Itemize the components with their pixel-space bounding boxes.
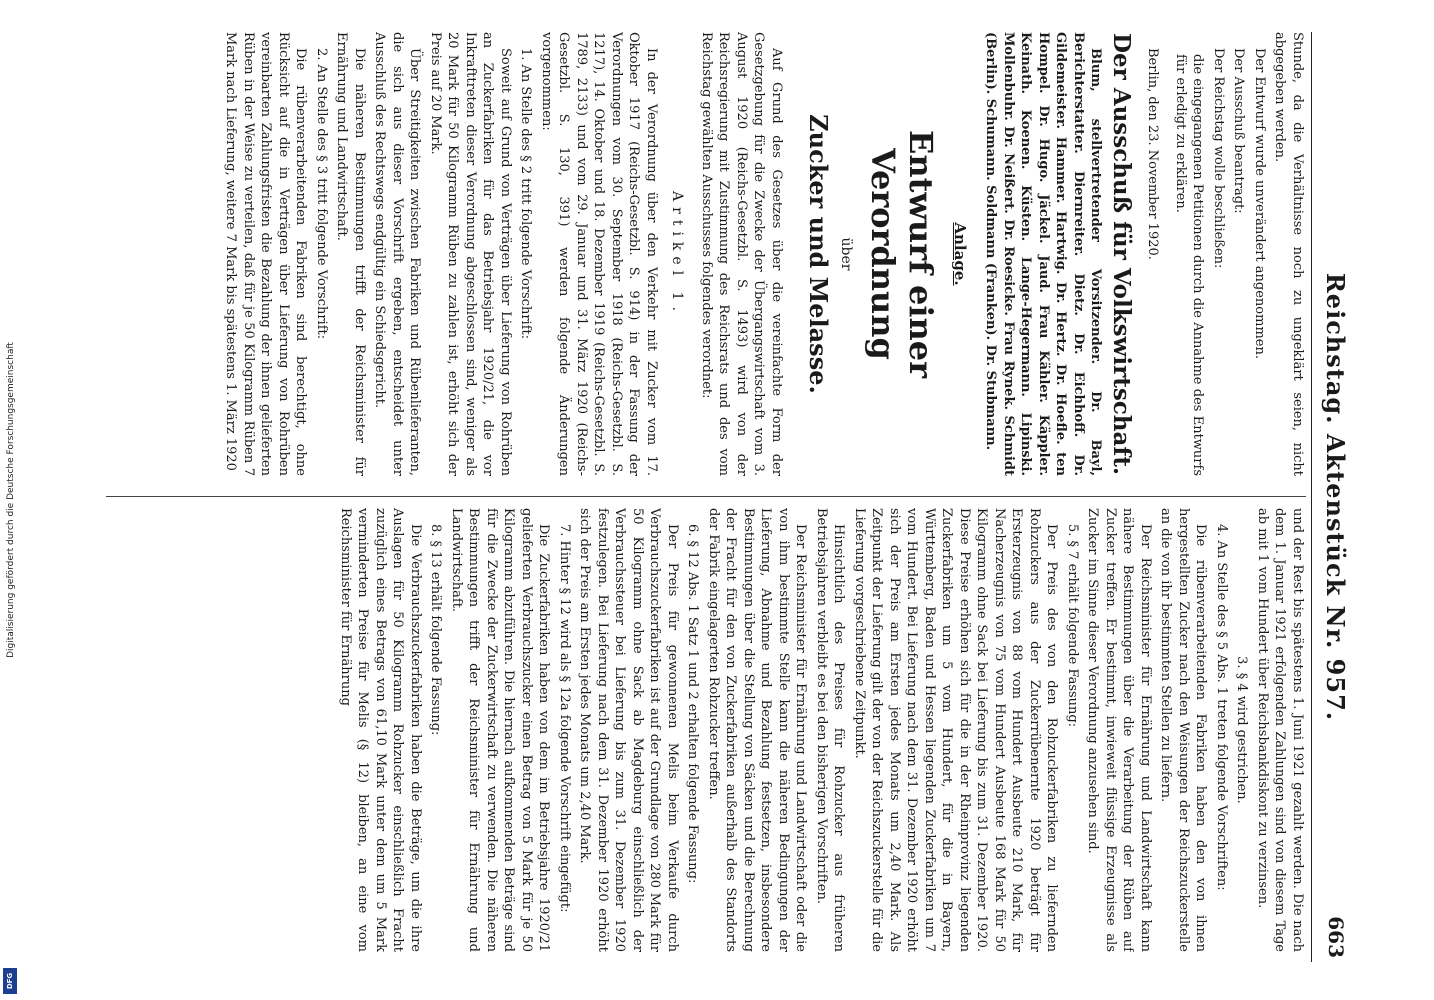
paragraph: die eingegangenen Petitionen durch die Annahme des Entwurfs für erledigt zu erklären. [1173,54,1206,476]
paragraph: 1. An Stelle des § 2 tritt folgende Vorschrift: [518,48,534,340]
column-divider [106,496,1306,497]
annex-heading: Anlage. [951,222,969,286]
right-column [101,508,1306,952]
paragraph: 4. An Stelle des § 5 Abs. 1 treten folgende Vorschriften: [1214,524,1229,891]
paragraph: Soweit auf Grund von Verträgen über Lieferung von Rohrüben an Zuckerfabriken für das Betriebsjahr 1920/21, die vor Inkrafttreten dieser Verordnung abgeschlossen sind, weniger als 20 Mark für 50 Kilogramm Rüben zu zahlen ist, erhöht sich der Preis auf 20 Mark. [428,32,513,476]
committee-members: Blum, stellvertretender Vorsitzender. Dr. Bayl, Berichterstatter. Diernreiter. Dietz. Dr. Eichhoff. Dr. Gildemeister. Hammer. Hartwig. Dr. Hertz. Dr. Hoefle. ten Hompel. Dr. Hugo. Jäckel. Jaud. Frau Kähler. Käppler. Keinath. Koenen. Küsten. Lange-Hegermann. Lipinski. Mollenbuhr. Dr. Neißert. Dr. Roesicke. Frau Rynek. Schmidt (Berlin). Schumann. Soldmann (Franken). Dr. Stubmann. [983,32,1104,476]
paragraph: Der Reichstag wolle beschließen: [1211,48,1226,269]
paragraph: Hinsichtlich des Preises für Rohzucker aus früheren Betriebsjahren verbleibt es bei den bisherigen Vorschriften. [814,508,847,952]
paragraph: Der Ausschuß beantragt: [1231,48,1247,214]
paragraph: Der Reichsminister für Ernährung und Landwirtschaft oder die von ihm bestimmte Stelle kann die näheren Bedingungen der Lieferung, Abnahme und Bezahlung festsetzen, insbesondere Bestimmungen über die Stellung von Säcken und die Berechnung der Fracht für den von Zuckerfabriken außerhalb des Standorts der Fabrik eingelagerten Rohzucker treffen. [706,508,809,952]
paragraph: Der Entwurf wurde unverändert angenommen. [1252,48,1267,359]
paragraph: 8. § 13 erhält folgende Fassung: [428,524,444,736]
article-heading: Artikel 1. [669,191,686,317]
paragraph: Der Preis für gewonnenen Melis beim Verkaufe durch Verbrauchszuckerfabriken ist auf der Grundlage von 280 Mark für 50 Kilogramm ohne Sack ab Magdeburg einschließlich der Verbrauchssteuer bei Lieferung bis zum 31. Dezember 1920 festzulegen. Bei Lieferung nach dem 31. Dezember 1920 erhöht sich der Preis am Ersten jedes Monats um 2,40 Mark. [577,508,680,952]
paragraph: Die Verbrauchszuckerfabriken haben die Beträge, um die ihre Auslagen für 50 Kilogramm Rohzucker einschließlich Fracht zuzüglich eines Betrags von 61,10 Mark unter dem um 5 Mark verminderten Preise für Melis (§ 12) bleiben, an eine vom Reichsminister für Ernährung [338,508,423,952]
paragraph: Der Preis des von den Rohzuckerfabriken zu liefernden Rohzuckers aus der Zuckerrübenernte 1920 beträgt für Ersterzeugnis von 88 vom Hundert Ausbeute 210 Mark, für Nacherzeugnis von 75 vom Hundert Ausbeute 168 Mark für 50 Kilogramm ohne Sack bei Lieferung bis zum 31. Dezember 1920. Diese Preise erhöhen sich für die in der Rheinprovinz liegenden Zuckerfabriken um 5 vom Hundert, für die in Bayern, Württemberg, Baden und Hessen liegenden Zuckerfabriken um 7 vom Hundert. Bei Lieferung nach dem 31. Dezember 1920 erhöht sich der Preis am Ersten jedes Monats um 2,40 Mark. Als Zeitpunkt der Lieferung gilt der von der Reichszuckerstelle für die Lieferung vorgeschriebene Zeitpunkt. [852,508,1060,952]
paragraph: 7. Hinter § 12 wird als § 12a folgende Vorschrift eingefügt: [557,524,572,913]
side-imprint [0,0,20,1000]
paragraph: Die rübenverarbeitenden Fabriken sind berechtigt, ohne Rücksicht auf die in Verträgen über Lieferung von Rohrüben vereinbarten Zahlungsfristen die Bezahlung der ihnen gelieferten Rüben in der Weise zu verteilen, daß für je 50 Kilogramm Rüben 7 Mark nach Lieferung, weitere 7 Mark bis spätestens 1. März 1920 [223,32,309,476]
paragraph: Stunde, da die Verhältnisse noch zu ungeklärt seien, nicht abgegeben werden. [1272,32,1305,476]
paragraph: Die Zuckerfabriken haben von dem im Betriebsjahre 1920/21 gelieferten Verbrauchszucker einen Betrag von 5 Mark für je 50 Kilogramm abzuführen. Die hiernach aufkommenden Beträge sind für die Zwecke der Zuckerwirtschaft zu verwenden. Die näheren Bestimmungen trifft der Reichsminister für Ernährung und Landwirtschaft. [449,508,552,952]
draft-subject: Zucker und Melasse. [804,114,833,394]
paragraph: 2. An Stelle des § 3 tritt folgende Vorschrift: [314,48,329,340]
left-column [101,32,1306,476]
document-page [90,32,1360,962]
date-line: Berlin, den 23. November 1920. [1145,48,1161,260]
draft-title: Entwurf einer Verordnung [864,129,941,378]
paragraph: Über Streitigkeiten zwischen Fabriken und Rübenlieferanten, die sich aus dieser Vorschrift ergeben, entscheidet unter Ausschluß des Rechtswegs endgültig ein Schiedsgericht. [372,32,423,476]
paragraph: 6. § 12 Abs. 1 Satz 1 und 2 erhalten folgende Fassung: [685,524,701,884]
paragraph: Der Reichsminister für Ernährung und Landwirtschaft kann nähere Bestimmungen über die Verarbeitung der Rüben auf Zucker treffen. Er bestimmt, inwieweit flüssige Erzeugnisse als Zucker im Sinne dieser Verordnung anzusehen sind. [1085,508,1153,952]
committee-title: Der Ausschuß für Volkswirtschaft. [1108,33,1135,475]
page-header [1311,32,1360,962]
page-number: 663 [1324,916,1348,958]
preamble: Auf Grund des Gesetzes über die vereinfachte Form der Gesetzgebung für die Zwecke der Übergangswirtschaft vom 3. August 1920 (Reichs-Gesetzbl. S. 1493) wird von der Reichsregierung mit Zustimmung des Reichsrats und des vom Reichstag gewählten Ausschusses folgendes verordnet: [699,32,784,476]
ueber-label: über [838,237,855,271]
paragraph: Die rübenverarbeitenden Fabriken haben den von ihnen hergestellten Zucker nach den Weisungen der Reichszuckerstelle an die von ihr bestimmten Stellen zu liefern. [1158,508,1209,952]
paragraph: 3. § 4 wird gestrichen. [1234,656,1250,804]
dfg-logo [3,968,17,994]
dfg-logo-text: DFG [6,972,14,990]
paragraph: Die näheren Bestimmungen trifft der Reichsminister für Ernährung und Landwirtschaft. [334,32,367,476]
scan-viewport [90,32,1360,962]
funding-note: Digitalisierung gefördert durch die Deutsche Forschungsgemeinschaft [6,342,16,658]
paragraph: 5. § 7 erhält folgende Fassung: [1065,524,1080,728]
header-title: Reichstag. Aktenstück Nr. 957. [1321,272,1350,722]
paragraph: In der Verordnung über den Verkehr mit Zucker vom 17. Oktober 1917 (Reichs-Gesetzbl. S. 914) in der Fassung der Verordnungen vom 30. September 1918 (Reichs-Gesetzbl. S. 1217), 14. Oktober und 18. Dezember 1919 (Reichs-Gesetzbl. S. 1789, 2133) und vom 29. Januar und 31. März 1920 (Reichs-Gesetzbl. S. 130, 391) werden folgende Änderungen vorgenommen: [539,32,659,476]
paragraph: und der Rest bis spätestens 1. Juni 1921 gezahlt werden. Die nach dem 1. Januar 1921 erfolgenden Zahlungen sind von diesem Tage ab mit 1 vom Hundert über Reichsbankdiskont zu verzinsen. [1255,508,1305,952]
